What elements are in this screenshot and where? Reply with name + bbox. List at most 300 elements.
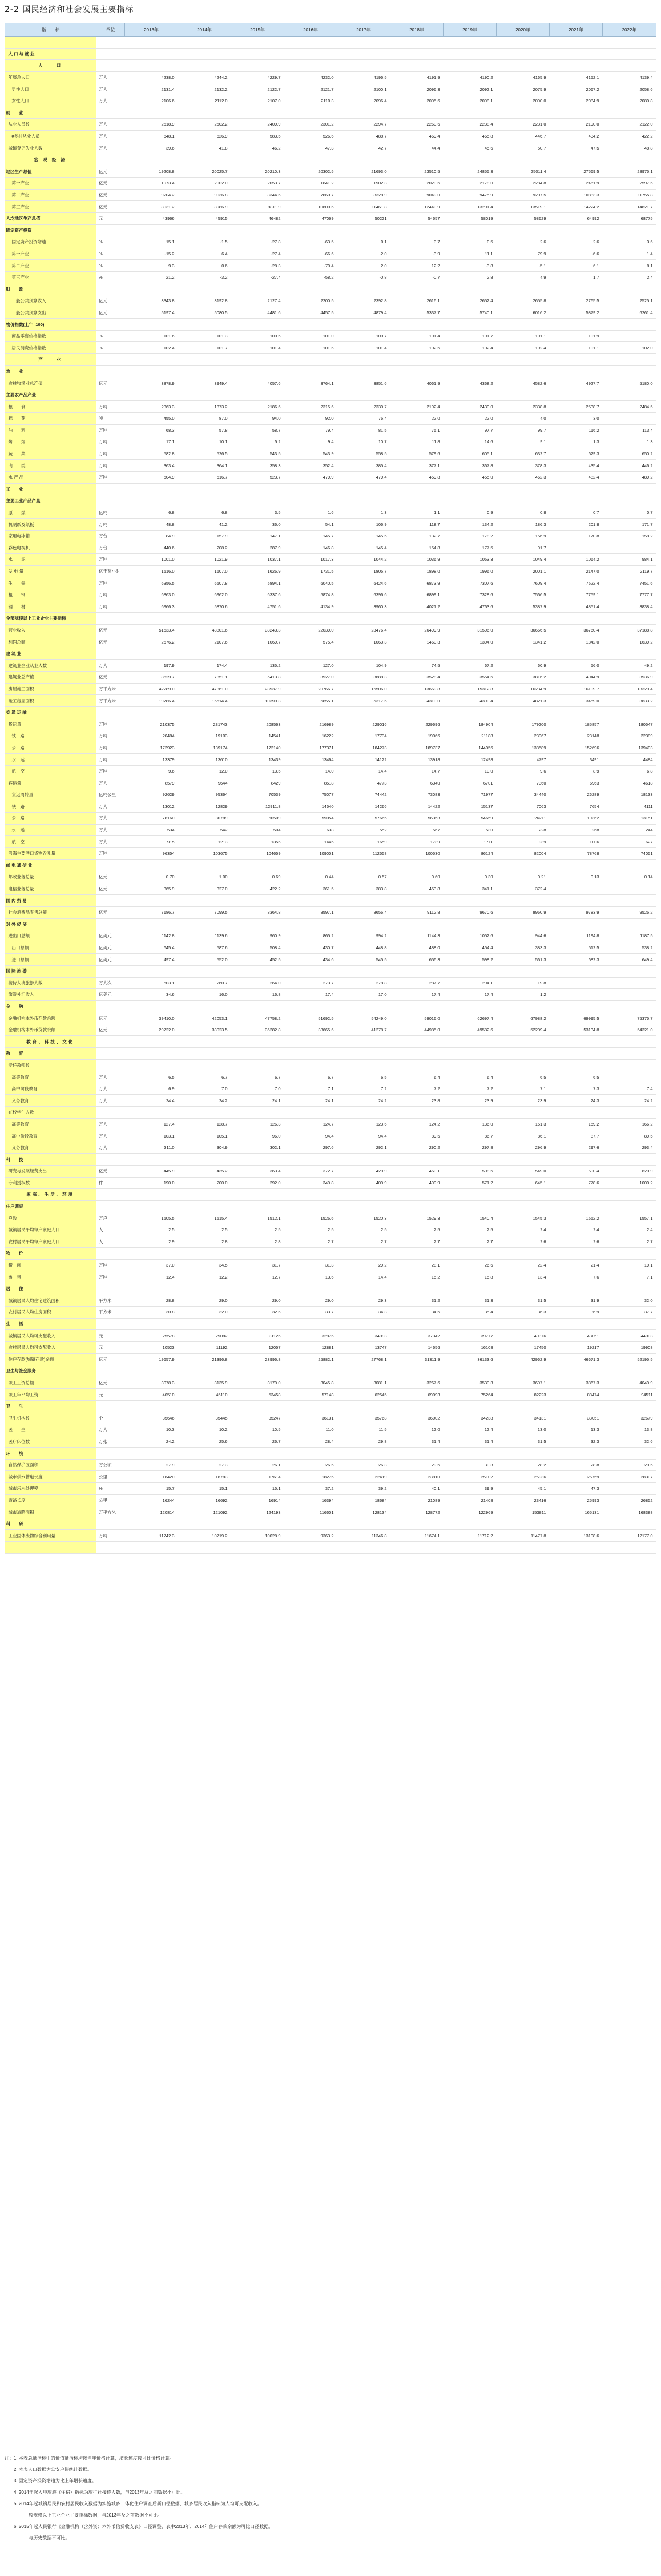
value-cell: 4821.3 (497, 695, 550, 707)
value-cell (125, 1036, 178, 1048)
value-cell (603, 859, 656, 871)
value-cell: 89.5 (603, 1130, 656, 1142)
unit-cell: 万吨 (96, 718, 125, 730)
table-row (5, 142, 656, 154)
value-cell: 106.9 (337, 519, 390, 531)
value-cell: 190.0 (125, 1177, 178, 1189)
value-cell (497, 37, 550, 49)
value-cell: 87.0 (178, 413, 231, 425)
value-cell: 12.4 (444, 1424, 497, 1436)
indicator-label: 彩色电视机 (5, 542, 96, 554)
value-cell: 21408 (444, 1494, 497, 1506)
value-cell: 8629.7 (125, 672, 178, 684)
value-cell: 8364.8 (231, 906, 284, 918)
value-cell: 135.2 (231, 660, 284, 672)
value-cell (337, 1283, 390, 1295)
value-cell: -3.8 (444, 260, 497, 272)
table-row (5, 906, 656, 918)
value-cell (337, 613, 390, 625)
value-cell (497, 1189, 550, 1201)
value-cell: 25102 (444, 1471, 497, 1483)
value-cell: 39.6 (125, 142, 178, 154)
value-cell (337, 154, 390, 166)
value-cell: 76.4 (337, 413, 390, 425)
value-cell: 2107.6 (178, 636, 231, 648)
unit-cell: 亿元 (96, 1166, 125, 1178)
section-row (5, 1154, 656, 1166)
value-cell (550, 895, 603, 907)
value-cell: 34993 (337, 1330, 390, 1342)
value-cell (603, 389, 656, 401)
value-cell: 105.1 (178, 1130, 231, 1142)
value-cell: 152696 (550, 742, 603, 754)
value-cell: 605.1 (444, 448, 497, 460)
value-cell (444, 859, 497, 871)
unit-cell: 万人 (96, 1424, 125, 1436)
value-cell (550, 883, 603, 895)
unit-cell (96, 1154, 125, 1166)
unit-cell: 万平方米 (96, 1506, 125, 1518)
value-cell: 2461.9 (550, 178, 603, 190)
unit-cell (96, 365, 125, 377)
value-cell (603, 883, 656, 895)
value-cell (231, 1365, 284, 1377)
value-cell (125, 648, 178, 660)
value-cell (390, 965, 444, 977)
value-cell: 13.5 (231, 765, 284, 777)
value-cell: 552 (337, 824, 390, 836)
value-cell: 516.7 (178, 471, 231, 483)
value-cell: 311.0 (125, 1142, 178, 1154)
value-cell: 2.8 (231, 1236, 284, 1248)
value-cell: 19908 (603, 1341, 656, 1353)
value-cell (390, 154, 444, 166)
value-cell (550, 319, 603, 331)
value-cell (125, 1400, 178, 1412)
value-cell: 526.6 (284, 130, 337, 142)
value-cell (337, 37, 390, 49)
value-cell: 14621.7 (603, 201, 656, 213)
indicator-label: 金 融 (5, 1000, 96, 1012)
value-cell (550, 354, 603, 366)
table-row (5, 95, 656, 107)
value-cell: 22.4 (497, 1259, 550, 1271)
value-cell: 409.9 (337, 1177, 390, 1189)
value-cell: 5.2 (231, 436, 284, 448)
value-cell (178, 1154, 231, 1166)
value-cell: 372.7 (284, 1166, 337, 1178)
value-cell: 26759 (550, 1471, 603, 1483)
indicator-label: 国 际 旅 游 (5, 965, 96, 977)
value-cell (231, 60, 284, 72)
value-cell: 37188.8 (603, 624, 656, 636)
value-cell: 3192.8 (178, 295, 231, 307)
value-cell (444, 1154, 497, 1166)
value-cell: 2096.4 (337, 95, 390, 107)
indicator-label: 棉 花 (5, 413, 96, 425)
indicator-label: 城市污水处理率 (5, 1483, 96, 1495)
value-cell: -27.8 (231, 236, 284, 248)
value-cell: 20484 (125, 730, 178, 742)
unit-cell (96, 859, 125, 871)
table-row (5, 436, 656, 448)
value-cell: 57148 (284, 1389, 337, 1401)
value-cell (178, 1036, 231, 1048)
value-cell: 2484.5 (603, 401, 656, 413)
unit-cell: 亿美元 (96, 930, 125, 942)
table-row (5, 542, 656, 554)
unit-cell: 万吨 (96, 742, 125, 754)
indicator-label: 第三产业 (5, 201, 96, 213)
value-cell (603, 37, 656, 49)
value-cell: 11192 (178, 1341, 231, 1353)
value-cell: 58.7 (231, 424, 284, 436)
value-cell: 1.3 (603, 436, 656, 448)
value-cell (284, 319, 337, 331)
value-cell: 10028.9 (231, 1530, 284, 1542)
value-cell: 102.4 (125, 342, 178, 354)
value-cell: 1545.3 (497, 1212, 550, 1224)
value-cell (231, 483, 284, 495)
value-cell: 4139.4 (603, 71, 656, 83)
value-cell: 124193 (231, 1506, 284, 1518)
value-cell (231, 918, 284, 930)
value-cell: 27.3 (178, 1459, 231, 1471)
indicator-label: 宏 观 经 济 (5, 154, 96, 166)
unit-cell (96, 389, 125, 401)
value-cell: 8986.9 (178, 201, 231, 213)
indicator-label: 客运量 (5, 777, 96, 789)
value-cell: 26499.9 (390, 624, 444, 636)
unit-cell (96, 154, 125, 166)
value-cell: 102.0 (603, 342, 656, 354)
value-cell (284, 1283, 337, 1295)
unit-cell: 公里 (96, 1471, 125, 1483)
value-cell: 124.2 (390, 1118, 444, 1130)
value-cell (550, 1154, 603, 1166)
value-cell: 43051 (550, 1330, 603, 1342)
value-cell: 92629 (125, 789, 178, 801)
value-cell: 15.2 (390, 1271, 444, 1283)
value-cell: 6.8 (178, 507, 231, 519)
value-cell (550, 48, 603, 60)
value-cell (284, 1048, 337, 1060)
value-cell (337, 965, 390, 977)
value-cell (337, 1048, 390, 1060)
value-cell: 12.2 (178, 1271, 231, 1283)
value-cell: 2330.7 (337, 401, 390, 413)
value-cell: 50221 (337, 212, 390, 224)
value-cell: 45110 (178, 1389, 231, 1401)
value-cell: 32679 (603, 1412, 656, 1424)
value-cell: 0.9 (444, 507, 497, 519)
value-cell: 7.0 (178, 1083, 231, 1095)
table-row (5, 1307, 656, 1319)
value-cell (178, 1542, 231, 1554)
section-row (5, 1318, 656, 1330)
indicator-label: 一般公共预算支出 (5, 307, 96, 319)
value-cell: 9.1 (497, 436, 550, 448)
value-cell (550, 1542, 603, 1554)
value-cell (603, 1318, 656, 1330)
value-cell: 43966 (125, 212, 178, 224)
value-cell: 101.1 (550, 342, 603, 354)
value-cell: 21089 (390, 1494, 444, 1506)
value-cell (337, 495, 390, 507)
value-cell: 4165.9 (497, 71, 550, 83)
value-cell: 24.2 (125, 1436, 178, 1448)
value-cell: 4368.2 (444, 377, 497, 389)
value-cell (497, 1154, 550, 1166)
indicator-label: 粗 钢 (5, 589, 96, 601)
table-row (5, 577, 656, 589)
value-cell: 28975.1 (603, 166, 656, 178)
value-cell: 645.4 (125, 942, 178, 954)
value-cell: 3960.3 (337, 601, 390, 613)
value-cell: 508.4 (231, 942, 284, 954)
value-cell (125, 319, 178, 331)
table-row (5, 636, 656, 648)
value-cell (603, 613, 656, 625)
indicator-label: 对 外 经 济 (5, 918, 96, 930)
value-cell: 960.9 (231, 930, 284, 942)
value-cell: 13439 (231, 754, 284, 766)
value-cell: 6507.8 (178, 577, 231, 589)
value-cell: 80789 (178, 813, 231, 825)
value-cell: 189737 (390, 742, 444, 754)
value-cell: 6899.1 (390, 589, 444, 601)
value-cell: 1659 (337, 836, 390, 848)
value-cell (178, 648, 231, 660)
unit-cell (96, 1448, 125, 1460)
value-cell: 1626.9 (231, 565, 284, 577)
value-cell: 45.1 (497, 1483, 550, 1495)
value-cell: 7307.6 (444, 577, 497, 589)
value-cell: 349.8 (284, 1177, 337, 1189)
value-cell: 36002 (390, 1412, 444, 1424)
unit-cell: 亿元 (96, 166, 125, 178)
section-row (5, 166, 656, 178)
unit-cell: 亿吨公里 (96, 789, 125, 801)
table-row (5, 624, 656, 636)
value-cell: 2294.7 (337, 119, 390, 131)
value-cell: 4.9 (497, 271, 550, 283)
unit-cell: 万平方米 (96, 683, 125, 695)
value-cell: 13379 (125, 754, 178, 766)
value-cell: 1001.0 (125, 554, 178, 566)
unit-cell (96, 283, 125, 295)
value-cell (178, 1059, 231, 1071)
value-cell: 29.2 (337, 1259, 390, 1271)
unit-cell (96, 495, 125, 507)
value-cell: 33051 (550, 1412, 603, 1424)
value-cell (497, 154, 550, 166)
value-cell (390, 613, 444, 625)
value-cell: 32876 (284, 1330, 337, 1342)
value-cell (497, 483, 550, 495)
value-cell: 365.9 (125, 883, 178, 895)
table-row (5, 1095, 656, 1107)
value-cell: 6863.0 (125, 589, 178, 601)
value-cell (550, 1107, 603, 1119)
value-cell (603, 1400, 656, 1412)
value-cell: 40376 (497, 1330, 550, 1342)
value-cell: 7.4 (603, 1083, 656, 1095)
value-cell: 526.5 (178, 448, 231, 460)
value-cell (550, 1189, 603, 1201)
indicator-label: 邮政业务总量 (5, 871, 96, 883)
section-row (5, 60, 656, 72)
value-cell: 2652.4 (444, 295, 497, 307)
value-cell: 2.4 (497, 1224, 550, 1236)
unit-cell: 万吨 (96, 847, 125, 859)
value-cell: 40510 (125, 1389, 178, 1401)
value-cell: 29.8 (337, 1436, 390, 1448)
table-row (5, 1506, 656, 1518)
table-row (5, 260, 656, 272)
value-cell: 41.2 (178, 519, 231, 531)
section-row (5, 1048, 656, 1060)
value-cell: 60509 (231, 813, 284, 825)
value-cell: 582.8 (125, 448, 178, 460)
value-cell: 101.6 (125, 330, 178, 342)
value-cell: 2.6 (550, 1236, 603, 1248)
value-cell (125, 389, 178, 401)
value-cell (178, 1448, 231, 1460)
value-cell: 2231.0 (497, 119, 550, 131)
unit-cell: 万户 (96, 1212, 125, 1224)
unit-cell (96, 1059, 125, 1071)
value-cell: 19657.9 (125, 1353, 178, 1365)
value-cell (178, 1283, 231, 1295)
value-cell: 3491 (550, 754, 603, 766)
value-cell: 79.4 (284, 424, 337, 436)
value-cell: 134.2 (444, 519, 497, 531)
value-cell: 41.8 (178, 142, 231, 154)
value-cell: 1526.6 (284, 1212, 337, 1224)
table-row (5, 330, 656, 342)
value-cell: 13201.4 (444, 201, 497, 213)
value-cell: 58629 (497, 212, 550, 224)
value-cell: 459.8 (390, 471, 444, 483)
value-cell (444, 1518, 497, 1530)
unit-cell: 亿元 (96, 189, 125, 201)
value-cell: 341.1 (444, 883, 497, 895)
value-cell: 153811 (497, 1506, 550, 1518)
value-cell: 488.7 (337, 130, 390, 142)
value-cell: 2147.0 (550, 565, 603, 577)
value-cell: 3.6 (603, 236, 656, 248)
value-cell (444, 319, 497, 331)
value-cell: 29722.0 (125, 1024, 178, 1036)
value-cell (603, 1248, 656, 1260)
indicator-label: 专任教师数 (5, 1059, 96, 1071)
value-cell (550, 1365, 603, 1377)
value-cell: 70539 (231, 789, 284, 801)
value-cell: 2.7 (603, 1236, 656, 1248)
table-row (5, 377, 656, 389)
value-cell: 3135.9 (178, 1377, 231, 1389)
value-cell: -27.4 (231, 248, 284, 260)
value-cell: 189174 (178, 742, 231, 754)
value-cell: 156.9 (497, 530, 550, 542)
value-cell: 629.3 (550, 448, 603, 460)
value-cell: 435.2 (178, 1166, 231, 1178)
value-cell (178, 1189, 231, 1201)
value-cell: 2.5 (125, 1224, 178, 1236)
value-cell: 1194.8 (550, 930, 603, 942)
value-cell: 1044.2 (337, 554, 390, 566)
value-cell: 6966.3 (125, 601, 178, 613)
value-cell: 2002.0 (178, 178, 231, 190)
value-cell: 33.7 (284, 1307, 337, 1319)
indicator-label: 义务教育 (5, 1142, 96, 1154)
value-cell: 7.0 (231, 1083, 284, 1095)
table-row (5, 236, 656, 248)
indicator-label: 在校学生人数 (5, 1107, 96, 1119)
value-cell (444, 389, 497, 401)
value-cell: 3078.3 (125, 1377, 178, 1389)
value-cell: 29.5 (390, 1459, 444, 1471)
value-cell (497, 107, 550, 119)
value-cell: 11.0 (284, 1424, 337, 1436)
value-cell (550, 60, 603, 72)
value-cell: 297.6 (284, 1142, 337, 1154)
unit-cell (96, 1107, 125, 1119)
value-cell: 6.8 (603, 765, 656, 777)
value-cell: 7566.5 (497, 589, 550, 601)
value-cell: 7.2 (337, 1083, 390, 1095)
value-cell: 682.3 (550, 954, 603, 966)
value-cell: 4797 (497, 754, 550, 766)
value-cell: 7.1 (603, 1271, 656, 1283)
value-cell (603, 977, 656, 989)
value-cell: 47.5 (550, 142, 603, 154)
value-cell: 2502.2 (178, 119, 231, 131)
value-cell: 101.9 (550, 330, 603, 342)
value-cell: 244 (603, 824, 656, 836)
value-cell: 915 (125, 836, 178, 848)
value-cell: 4618 (603, 777, 656, 789)
value-cell (231, 648, 284, 660)
table-row (5, 765, 656, 777)
value-cell: 33023.5 (178, 1024, 231, 1036)
value-cell: 5080.5 (178, 307, 231, 319)
value-cell: 60.9 (497, 660, 550, 672)
value-cell (550, 613, 603, 625)
table-row (5, 342, 656, 354)
value-cell (231, 1448, 284, 1460)
value-cell: 543.5 (231, 448, 284, 460)
value-cell: 1512.1 (231, 1212, 284, 1224)
value-cell: 422.2 (603, 130, 656, 142)
value-cell: 8597.1 (284, 906, 337, 918)
value-cell: 4484 (603, 754, 656, 766)
table-row (5, 1542, 656, 1554)
value-cell: 385.4 (337, 460, 390, 472)
value-cell: 44.4 (390, 142, 444, 154)
value-cell (390, 1448, 444, 1460)
value-cell (550, 918, 603, 930)
value-cell (337, 859, 390, 871)
value-cell (178, 859, 231, 871)
value-cell (497, 224, 550, 236)
value-cell (603, 1189, 656, 1201)
value-cell: 7451.6 (603, 577, 656, 589)
indicator-label: 道路长度 (5, 1494, 96, 1506)
value-cell: 157.9 (178, 530, 231, 542)
value-cell: 18684 (337, 1494, 390, 1506)
